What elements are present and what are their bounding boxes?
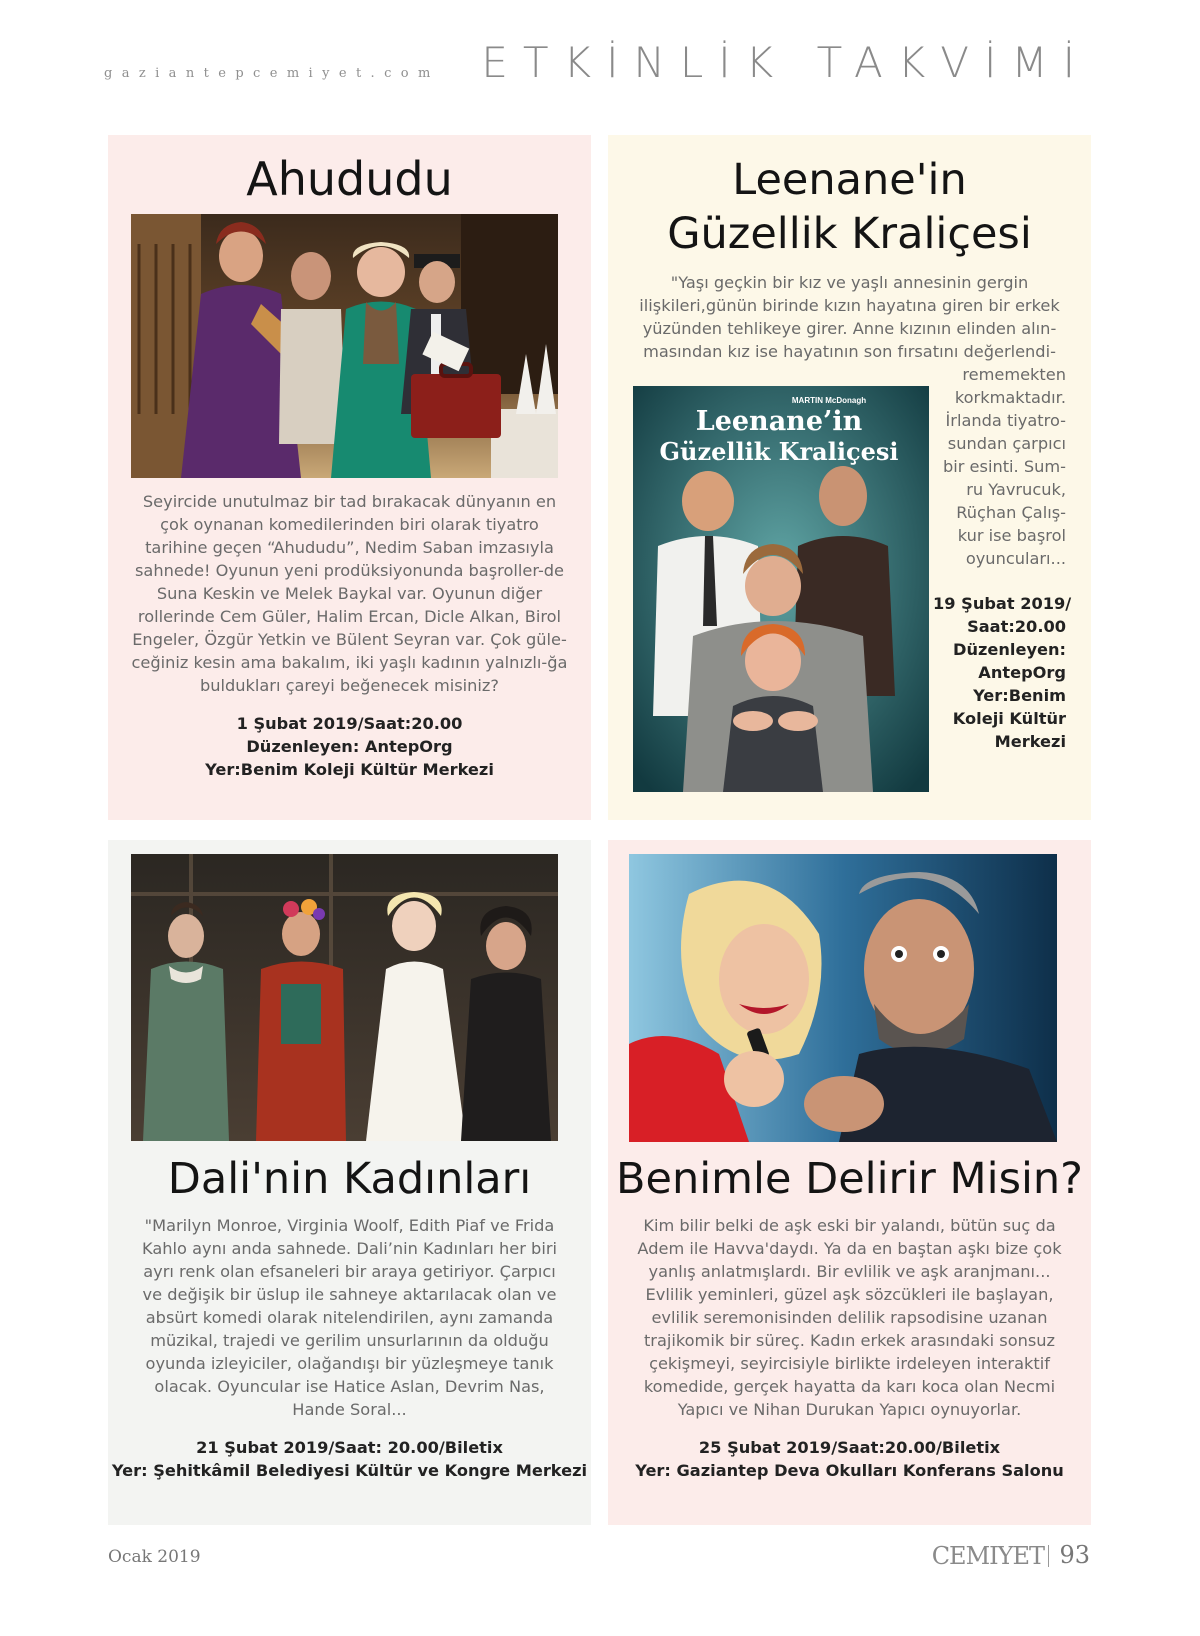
section-title: ETKİNLİK TAKVİMİ (481, 38, 1090, 87)
event-title: Dali'nin Kadınları (167, 1154, 532, 1204)
event-date: 19 Şubat 2019/ (933, 594, 1072, 613)
event-title (608, 153, 1091, 261)
magazine-brand: CEMIYET (931, 1542, 1044, 1570)
event-card-ahududu (108, 135, 591, 820)
event-organizer: AntepOrg (978, 663, 1066, 682)
event-organizer-label: Düzenleyen: (953, 640, 1066, 659)
event-venue-line-1: Yer:Benim (973, 686, 1066, 705)
event-info (108, 1436, 591, 1482)
description-line: İrlanda tiyatro- (945, 411, 1066, 430)
event-photo (629, 854, 1057, 1142)
event-title: Benimle Delirir Misin? (615, 1154, 1084, 1204)
poster-title-line-1: Leenane’in (695, 406, 863, 437)
issue-date: Ocak 2019 (108, 1547, 201, 1567)
event-description: Seyircide unutulmaz bir tad bırakacak dünyanın en çok oynanan komedilerinden biri olarak tiyatro tarihine geçen “Ahududu”, Nedim Saban imzasıyla sahnede! Oyunun yeni prodüksiyonunda başroller-de Suna Keskin ve Melek Baykal var. Oyunun diğer rollerinde Cem Güler, Halim Ercan, Dicle Alkan, Birol Engeler, Özgür Yetkin ve Bülent Seyran var. Çok güle-ceğiniz kesin ama bakalım, iki yaşlı kadının yalnızlı-ğa buldukları çareyi beğenecek misiniz? (131, 492, 568, 695)
event-description: Kim bilir belki de aşk eski bir yalandı, bütün suç da Adem ile Havva'daydı. Ya da en baştan aşkı bize çok yanlış anlatmışlardı. Bir evlilik ve aşk aranjmanı... Evlilik yeminleri, güzel aşk sözcükleri ile başlayan, evlilik seremonisinden delilik rapsodisine uzanan trajikomik bir süreç. Kadın erkek arasındaki sonsuz çekişmeyi, seyircisiyle birlikte irdeleyen interaktif komedide, gerçek hayatta da karı koca olan Necmi Yapıcı ve Nihan Durukan Yapıcı oynuyorlar. (637, 1216, 1062, 1419)
event-venue: Yer: Şehitkâmil Belediyesi Kültür ve Kongre Merkezi (111, 1461, 588, 1480)
poster-title-line-2: Güzellik Kraliçesi (659, 437, 899, 466)
poster-author: MARTIN McDonagh (791, 396, 867, 405)
event-venue-line-3: Merkezi (994, 732, 1066, 751)
event-card-dalinin-kadinlari (108, 840, 591, 1525)
event-venue: Yer:Benim Koleji Kültür Merkezi (205, 760, 494, 779)
site-url[interactable]: gaziantepcemiyet.com (104, 66, 440, 81)
event-card-benimle-delirir-misin (608, 840, 1091, 1525)
event-time: Saat:20.00 (967, 617, 1066, 636)
event-date-time: 1 Şubat 2019/Saat:20.00 (236, 714, 463, 733)
event-title: Ahududu (246, 152, 453, 206)
event-photo (131, 854, 558, 1141)
description-line: kur ise başrol (957, 526, 1066, 545)
event-card-leenane (608, 135, 1091, 820)
event-date-time: 25 Şubat 2019/Saat:20.00/Biletix (698, 1438, 1001, 1457)
event-description: "Yaşı geçkin bir kız ve yaşlı annesinin gergin ilişkileri,günün birinde kızın hayatına giren bir erkek yüzünden tehlikeye girer. Anne kızının elinden alın-masından kız ise hayatının son fırsatını değerlendi- (639, 273, 1060, 361)
footer-divider (1048, 1545, 1049, 1567)
event-description-side (933, 363, 1066, 570)
event-organizer: Düzenleyen: AntepOrg (246, 737, 453, 756)
description-line: ru Yavrucuk, (966, 480, 1066, 499)
event-info (933, 592, 1072, 753)
event-title-line-1: Leenane'in (732, 155, 967, 205)
page-number: 93 (1059, 1541, 1090, 1569)
event-venue-line-2: Koleji Kültür (952, 709, 1066, 728)
description-line: Rüçhan Çalış- (956, 503, 1066, 522)
event-date-time: 21 Şubat 2019/Saat: 20.00/Biletix (196, 1438, 503, 1457)
event-venue: Yer: Gaziantep Deva Okulları Konferans Salonu (635, 1461, 1064, 1480)
event-description: "Marilyn Monroe, Virginia Woolf, Edith Piaf ve Frida Kahlo aynı anda sahnede. Dali’nin Kadınları her biri ayrı renk olan efsaneleri bir araya getiriyor. Çarpıcı ve değişik bir üslup ile sahneye aktarılacak olan ve absürt komedi olarak nitelendirilen, aynı zamanda müzikal, trajedi ve gerilim unsurlarının da olduğu oyunda izleyiciler, olağandışı bir yüzleşmeye tanık olacak. Oyuncular ise Hatice Aslan, Devrim Nas, Hande Soral... (142, 1216, 557, 1419)
event-info (108, 712, 591, 781)
description-line: rememekten (962, 365, 1066, 384)
event-title-line-2: Güzellik Kraliçesi (667, 209, 1032, 259)
description-line: sundan çarpıcı (947, 434, 1066, 453)
event-info (608, 1436, 1091, 1482)
event-photo (131, 214, 558, 478)
description-line: oyuncuları... (965, 549, 1066, 568)
description-line: bir esinti. Sum- (942, 457, 1066, 476)
description-line: korkmaktadır. (954, 388, 1066, 407)
event-poster (633, 386, 929, 792)
